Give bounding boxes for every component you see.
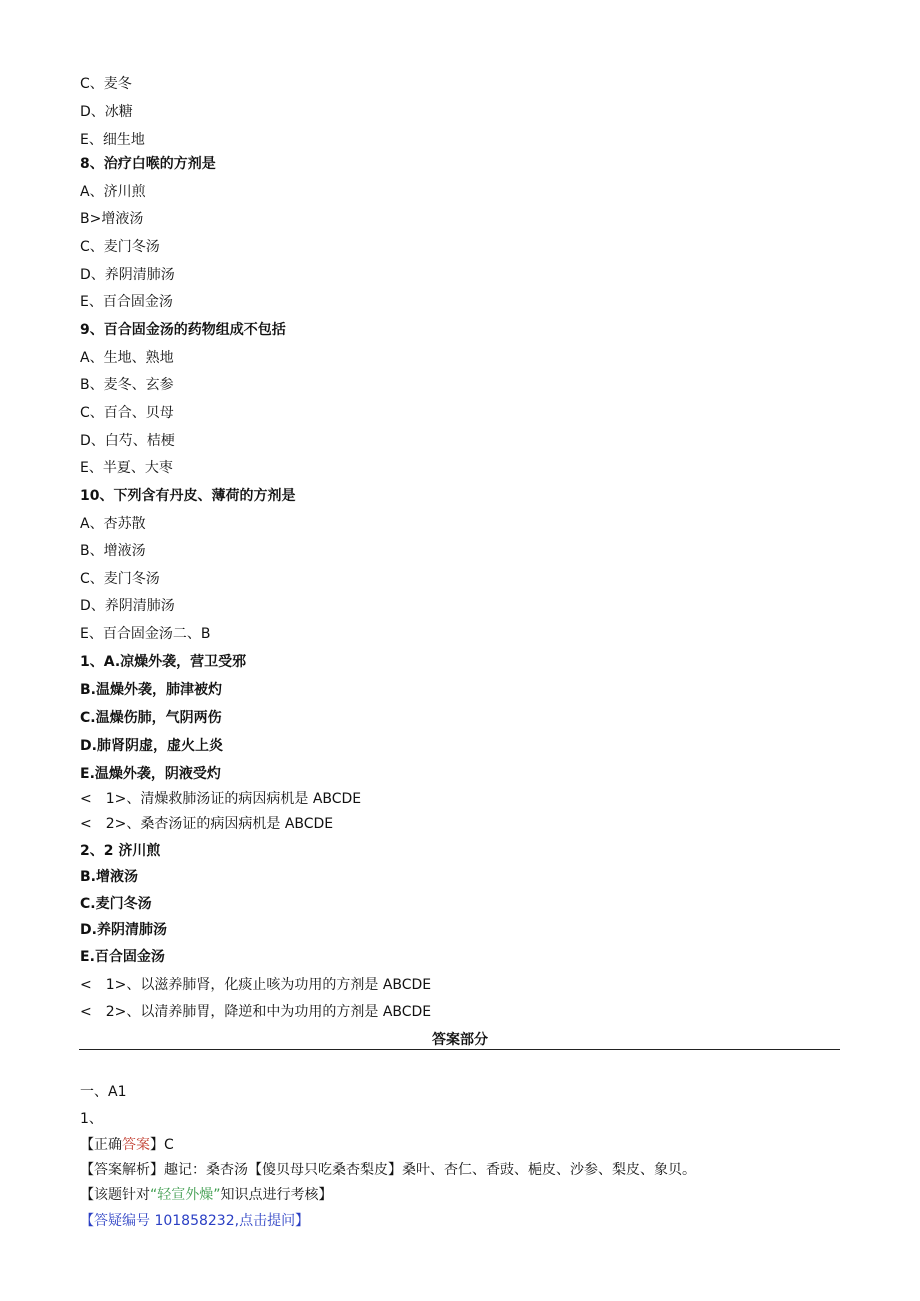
answer-option: E、百合固金汤二、B	[80, 626, 211, 642]
correct-answer-line	[80, 1136, 174, 1154]
question-stem: C.麦门冬汤	[80, 896, 152, 912]
answer-option: B>增液汤	[80, 211, 144, 227]
topic-prefix: 【该题针对	[80, 1187, 150, 1203]
answer-section-heading: 答案部分	[432, 1032, 488, 1048]
question-stem: D.养阴清肺汤	[80, 922, 167, 938]
question-stem: 2、2 济川煎	[80, 843, 161, 859]
topic-suffix: 知识点进行考核】	[220, 1187, 333, 1203]
question-stem: 10、下列含有丹皮、薄荷的方剂是	[80, 488, 296, 504]
answer-option: A、杏苏散	[80, 516, 146, 532]
answer-option: A、生地、熟地	[80, 350, 174, 366]
answer-option: C、麦门冬汤	[80, 571, 160, 587]
answer-option: C、麦冬	[80, 76, 132, 92]
answer-option: D、养阴清肺汤	[80, 598, 175, 614]
answer-option: < 1>、以滋养肺肾，化痰止咳为功用的方剂是 ABCDE	[80, 977, 432, 993]
topic-line	[80, 1186, 333, 1204]
question-stem: 1、A.凉燥外袭，营卫受邪	[80, 654, 247, 670]
answer-option: C、百合、贝母	[80, 405, 174, 421]
topic-name[interactable]: “轻宣外燥”	[150, 1187, 221, 1203]
answer-question-number: 1、	[80, 1111, 103, 1127]
question-stem: B.增液汤	[80, 869, 138, 885]
correct-answer-value: C	[164, 1137, 174, 1153]
ask-question-link[interactable]: 【答疑编号 101858232,点击提问】	[80, 1213, 310, 1229]
answer-option: B、增液汤	[80, 543, 146, 559]
answer-option: D、养阴清肺汤	[80, 267, 175, 283]
question-stem: E.百合固金汤	[80, 949, 165, 965]
section-divider	[79, 1049, 840, 1050]
answer-option: D、冰糖	[80, 104, 133, 120]
answer-option: C、麦门冬汤	[80, 239, 160, 255]
question-stem: 9、百合固金汤的药物组成不包括	[80, 322, 286, 338]
question-stem: E.温燥外袭，阴液受灼	[80, 766, 221, 782]
answer-option: < 2>、以清养肺胃，降逆和中为功用的方剂是 ABCDE	[80, 1004, 432, 1020]
correct-bracket-close: 】	[150, 1137, 164, 1153]
question-stem: B.温燥外袭，肺津被灼	[80, 682, 222, 698]
answer-option: < 2>、桑杏汤证的病因病机是 ABCDE	[80, 816, 334, 832]
answer-option: E、细生地	[80, 132, 145, 148]
question-stem: C.温燥伤肺，气阴两伤	[80, 710, 222, 726]
question-stem: D.肺肾阴虚，虚火上炎	[80, 738, 223, 754]
correct-answer-word: 答案	[122, 1137, 150, 1153]
answer-option: B、麦冬、玄参	[80, 377, 174, 393]
answer-part-label: 一、A1	[80, 1084, 127, 1100]
answer-option: < 1>、清燥救肺汤证的病因病机是 ABCDE	[80, 791, 362, 807]
question-stem: 8、治疗白喉的方剂是	[80, 156, 216, 172]
answer-option: A、济川煎	[80, 184, 146, 200]
answer-analysis: 【答案解析】趣记：桑杏汤【傻贝母只吃桑杏梨皮】桑叶、杏仁、香豉、梔皮、沙参、梨皮、象贝。	[80, 1162, 696, 1178]
correct-bracket-open: 【正确	[80, 1137, 122, 1153]
answer-option: E、百合固金汤	[80, 294, 173, 310]
answer-option: D、白芍、桔梗	[80, 433, 175, 449]
answer-option: E、半夏、大枣	[80, 460, 173, 476]
